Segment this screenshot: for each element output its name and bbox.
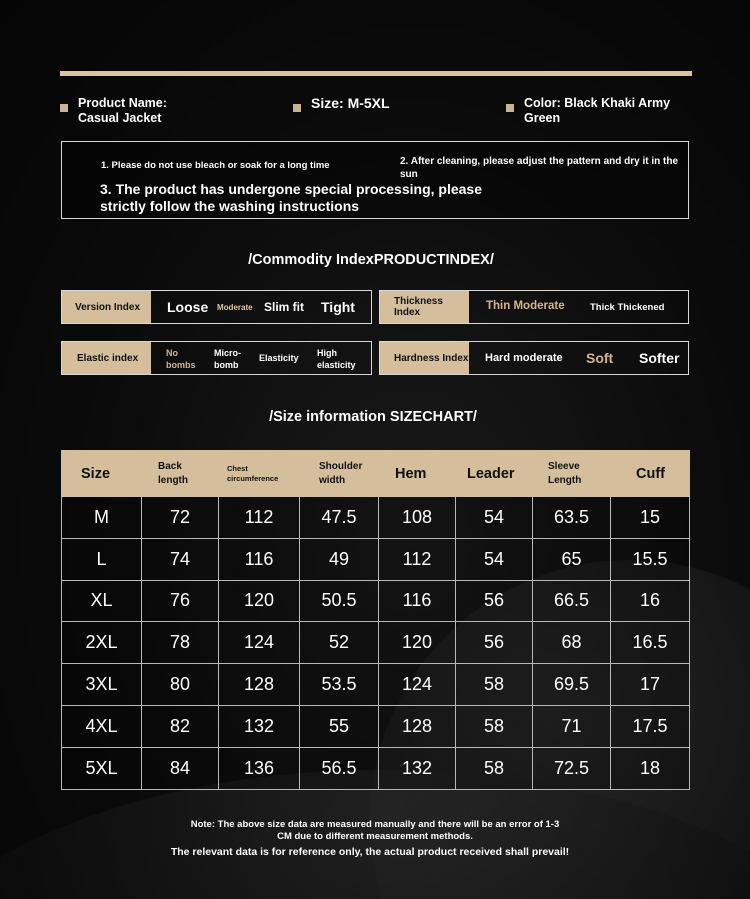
- size-cell: 3XL: [62, 664, 142, 706]
- measurement-cell: 16.5: [611, 622, 690, 664]
- product-color: [506, 96, 670, 126]
- table-row: [62, 664, 690, 706]
- product-info-row: [60, 96, 700, 128]
- measurement-cell: 53.5: [300, 664, 379, 706]
- elastic-option-no-bombs: No bombs: [166, 348, 196, 370]
- measurement-cell: 120: [219, 580, 300, 622]
- bullet-square-icon: [60, 104, 68, 112]
- measurement-cell: 71: [533, 705, 611, 747]
- measurement-cell: 18: [611, 747, 690, 789]
- measurement-cell: 17.5: [611, 705, 690, 747]
- measurement-cell: 78: [142, 622, 219, 664]
- measurement-cell: 50.5: [300, 580, 379, 622]
- measurement-cell: 108: [379, 497, 456, 539]
- col-header-sleeve-length: Sleeve Length: [533, 451, 611, 497]
- washing-note-1: 1. Please do not use bleach or soak for a long time: [101, 160, 330, 171]
- size-cell: 4XL: [62, 705, 142, 747]
- measurement-cell: 54: [456, 497, 533, 539]
- measurement-cell: 80: [142, 664, 219, 706]
- size-cell: 5XL: [62, 747, 142, 789]
- col-header-leader: Leader: [456, 451, 533, 497]
- hardness-index-label: Hardness Index: [380, 342, 469, 374]
- measurement-cell: 63.5: [533, 497, 611, 539]
- measurement-cell: 120: [379, 622, 456, 664]
- measurement-cell: 116: [219, 538, 300, 580]
- measurement-cell: 15.5: [611, 538, 690, 580]
- washing-note-3: 3. The product has undergone special processing, please strictly follow the washing instructions: [100, 181, 482, 214]
- measurement-cell: 65: [533, 538, 611, 580]
- table-row: [62, 622, 690, 664]
- elastic-index-label: Elastic index: [62, 342, 151, 374]
- commodity-index-heading: /Commodity IndexPRODUCTINDEX/: [248, 252, 494, 268]
- bullet-square-icon: [293, 104, 301, 112]
- table-row: [62, 538, 690, 580]
- product-color-label: Color: Black Khaki Army: [524, 96, 671, 110]
- measurement-cell: 69.5: [533, 664, 611, 706]
- size-cell: 2XL: [62, 622, 142, 664]
- hardness-index: [379, 341, 689, 375]
- measurement-note: [0, 819, 750, 843]
- hardness-option-softer: Softer: [639, 350, 680, 366]
- measurement-cell: 66.5: [533, 580, 611, 622]
- measurement-note-line-1: Note: The above size data are measured manually and there will be an error of 1-3: [190, 819, 560, 830]
- measurement-cell: 132: [219, 705, 300, 747]
- measurement-cell: 84: [142, 747, 219, 789]
- elastic-option-high-elasticity: High elasticity: [317, 348, 356, 370]
- measurement-cell: 82: [142, 705, 219, 747]
- thickness-option-thin-moderate: Thin Moderate: [486, 300, 565, 312]
- product-name-value: Casual Jacket: [78, 111, 162, 125]
- measurement-cell: 17: [611, 664, 690, 706]
- version-option-moderate: Moderate: [217, 303, 253, 312]
- product-size-text: Size: M-5XL: [311, 95, 390, 111]
- measurement-cell: 47.5: [300, 497, 379, 539]
- measurement-cell: 55: [300, 705, 379, 747]
- col-header-hem: Hem: [379, 451, 456, 497]
- washing-note-2: 2. After cleaning, please adjust the pattern and dry it in the sun: [400, 156, 679, 180]
- measurement-cell: 128: [379, 705, 456, 747]
- product-name-label: Product Name:: [78, 96, 167, 110]
- measurement-cell: 56: [456, 622, 533, 664]
- measurement-cell: 15: [611, 497, 690, 539]
- measurement-cell: 132: [379, 747, 456, 789]
- thickness-index: [379, 290, 689, 324]
- measurement-cell: 58: [456, 664, 533, 706]
- size-chart-header-row: [62, 451, 690, 497]
- measurement-cell: 128: [219, 664, 300, 706]
- size-chart-table: [61, 450, 690, 790]
- thickness-option-thick-thickened: Thick Thickened: [590, 302, 665, 313]
- elastic-option-elasticity: Elasticity: [259, 353, 299, 363]
- measurement-note-line-2: CM due to different measurement methods.: [277, 831, 473, 842]
- thickness-index-label: Thickness Index: [380, 291, 469, 323]
- measurement-cell: 56: [456, 580, 533, 622]
- col-header-chest-circumference: Chest circumference: [219, 451, 300, 497]
- table-row: [62, 580, 690, 622]
- measurement-cell: 58: [456, 747, 533, 789]
- measurement-cell: 72: [142, 497, 219, 539]
- product-name: [60, 96, 167, 126]
- measurement-cell: 72.5: [533, 747, 611, 789]
- size-cell: XL: [62, 580, 142, 622]
- table-row: [62, 747, 690, 789]
- col-header-back-length: Back length: [142, 451, 219, 497]
- col-header-size: Size: [62, 451, 142, 497]
- top-divider: [60, 71, 692, 76]
- version-option-loose: Loose: [167, 299, 209, 315]
- measurement-cell: 56.5: [300, 747, 379, 789]
- version-index: [61, 290, 372, 324]
- version-option-tight: Tight: [321, 299, 355, 315]
- measurement-cell: 16: [611, 580, 690, 622]
- version-index-label: Version Index: [62, 291, 151, 323]
- product-size: [293, 96, 390, 112]
- measurement-cell: 76: [142, 580, 219, 622]
- measurement-cell: 74: [142, 538, 219, 580]
- version-option-slim-fit: Slim fit: [264, 300, 305, 314]
- measurement-cell: 58: [456, 705, 533, 747]
- hardness-option-hard-moderate: Hard moderate: [485, 352, 563, 364]
- measurement-cell: 68: [533, 622, 611, 664]
- elastic-option-micro-bomb: Micro-bomb: [214, 348, 241, 370]
- size-chart-heading: /Size information SIZECHART/: [269, 409, 477, 425]
- size-cell: M: [62, 497, 142, 539]
- measurement-cell: 112: [219, 497, 300, 539]
- size-cell: L: [62, 538, 142, 580]
- hardness-option-soft: Soft: [586, 350, 614, 366]
- table-row: [62, 497, 690, 539]
- washing-instructions-box: [61, 141, 689, 219]
- elastic-index: [61, 341, 372, 375]
- measurement-cell: 54: [456, 538, 533, 580]
- measurement-cell: 136: [219, 747, 300, 789]
- measurement-cell: 116: [379, 580, 456, 622]
- measurement-cell: 124: [379, 664, 456, 706]
- reference-note: The relevant data is for reference only, the actual product received shall prevail!: [170, 846, 570, 858]
- product-color-value: Green: [524, 111, 561, 125]
- table-row: [62, 705, 690, 747]
- col-header-cuff: Cuff: [611, 451, 690, 497]
- col-header-shoulder-width: Shoulder width: [300, 451, 379, 497]
- measurement-cell: 124: [219, 622, 300, 664]
- measurement-cell: 112: [379, 538, 456, 580]
- measurement-cell: 49: [300, 538, 379, 580]
- measurement-cell: 52: [300, 622, 379, 664]
- bullet-square-icon: [506, 104, 514, 112]
